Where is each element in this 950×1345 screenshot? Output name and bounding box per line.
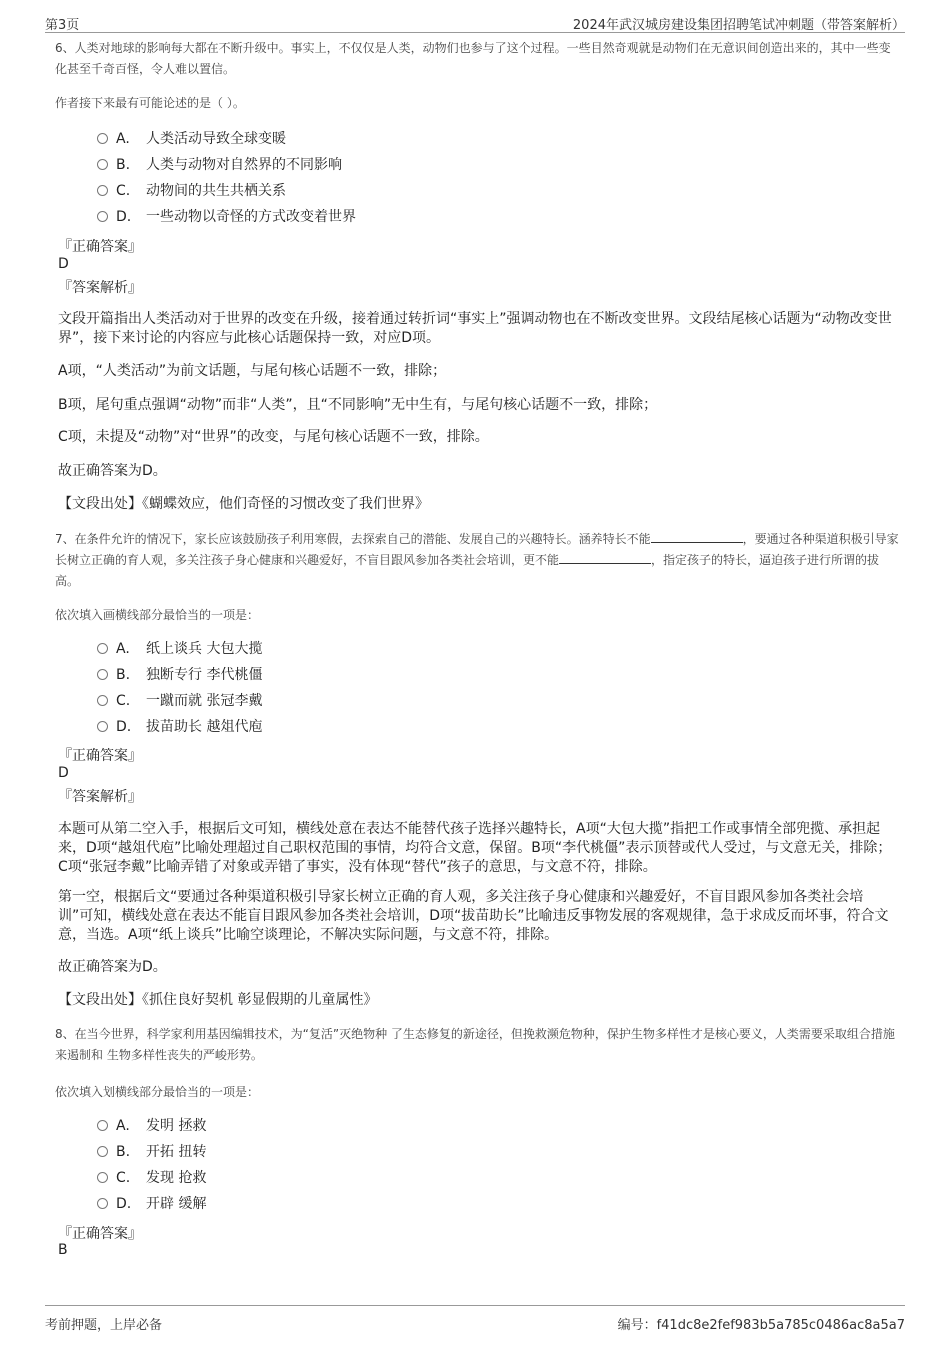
document-title: 2024年武汉城房建设集团招聘笔试冲刺题（带答案解析） (572, 18, 905, 33)
q8-answer: B (58, 1242, 68, 1258)
radio-icon[interactable] (97, 133, 108, 144)
q7-option-d[interactable]: D. 拔苗助长 越俎代庖 (97, 717, 262, 737)
q6-source: 【文段出处】《蝴蝶效应，他们奇怪的习惯改变了我们世界》 (58, 496, 429, 512)
radio-icon[interactable] (97, 643, 108, 654)
q8-option-a[interactable]: A. 发明 拯救 (97, 1116, 206, 1136)
q7-analysis-label: 『答案解析』 (58, 789, 142, 805)
footer-slogan: 考前押题，上岸必备 (45, 1318, 163, 1333)
q8-option-c[interactable]: C. 发现 抢救 (97, 1168, 206, 1188)
q6-option-d[interactable]: D. 一些动物以奇怪的方式改变着世界 (97, 207, 356, 227)
q7-analysis-1: 本题可从第二空入手，根据后文可知，横线处意在表达不能替代孩子选择兴趣特长，A项“大包大揽”指把工作或事情全部兜揽、承担起来，D项“越俎代庖”比喻处理超过自己职权范围的事情，均符合文意，保留。B项“李代桃僵”表示顶替或代人受过，与文意无关，排除；C项“张冠李戴”比喻弄错了对象或弄错了事实，没有体现“替代”孩子的意思，与文意不符，排除。 (58, 821, 892, 875)
radio-icon[interactable] (97, 1198, 108, 1209)
document-id: 编号：f41dc8e2fef983b5a785c0486ac8a5a7 (617, 1318, 905, 1333)
q6-option-b[interactable]: B. 人类与动物对自然界的不同影响 (97, 155, 342, 175)
radio-icon[interactable] (97, 211, 108, 222)
q7-stem: 7、在条件允许的情况下，家长应该鼓励孩子利用寒假，去探索自己的潜能、发展自己的兴趣特长。涵养特长不能 ，要通过各种渠道积极引导家长树立正确的育人观，多关注孩子身心健康和兴趣爱好，不盲目跟风参加各类社会培训，更不能 ，指定孩子的特长，逼迫孩子进行所谓的拔高。 (55, 532, 899, 588)
q6-analysis-1: 文段开篇指出人类活动对于世界的改变在升级，接着通过转折词“事实上”强调动物也在不断改变世界。文段结尾核心话题为“动物改变世界”，接下来讨论的内容应与此核心话题保持一致，对应D项。 (58, 311, 892, 346)
q7-prompt: 依次填入画横线部分最恰当的一项是： (55, 608, 260, 622)
q6-stem: 6、人类对地球的影响每大都在不断升级中。事实上，不仅仅是人类，动物们也参与了这个过程。一些目然奇观就是动物们在无意识间创造出来的，其中一些变化甚至千奇百怪，令人难以置信。 (55, 41, 891, 76)
radio-icon[interactable] (97, 185, 108, 196)
radio-icon[interactable] (97, 669, 108, 680)
page-footer (45, 1305, 905, 1333)
radio-icon[interactable] (97, 1146, 108, 1157)
q6-analysis-2: A项，“人类活动”为前文话题，与尾句核心话题不一致，排除； (58, 363, 447, 379)
q6-option-c[interactable]: C. 动物间的共生共栖关系 (97, 181, 286, 201)
radio-icon[interactable] (97, 1120, 108, 1131)
q8-stem: 8、在当今世界，科学家利用基因编辑技术，为“复活”灭绝物种 了生态修复的新途径，但挽救濒危物种，保护生物多样性才是核心要义，人类需要采取组合措施来遏制和 生物多样性丧失的严峻形势。 (55, 1027, 895, 1062)
q6-analysis-5: 故正确答案为D。 (58, 463, 167, 479)
q6-analysis-4: C项，未提及“动物”对“世界”的改变，与尾句核心话题不一致，排除。 (58, 429, 489, 445)
q7-blank-1 (651, 530, 743, 543)
radio-icon[interactable] (97, 721, 108, 732)
page-number: 第3页 (45, 18, 80, 33)
page-header (45, 12, 905, 33)
q7-analysis-3: 故正确答案为D。 (58, 959, 167, 975)
q7-answer: D (58, 765, 69, 781)
q7-blank-2 (559, 551, 651, 564)
q6-option-a[interactable]: A. 人类活动导致全球变暖 (97, 129, 286, 149)
q7-analysis-2: 第一空，根据后文“要通过各种渠道积极引导家长树立正确的育人观，多关注孩子身心健康和兴趣爱好，不盲目跟风参加各类社会培训”可知，横线处意在表达不能盲目跟风参加各类社会培训，D项“拔苗助长”比喻违反事物发展的客观规律，急于求成反而坏事，符合文意，当选。A项“纸上谈兵”比喻空谈理论，不解决实际问题，与文意不符，排除。 (58, 889, 889, 943)
q7-option-c[interactable]: C. 一蹴而就 张冠李戴 (97, 691, 262, 711)
q7-option-b[interactable]: B. 独断专行 李代桃僵 (97, 665, 262, 685)
q6-prompt: 作者接下来最有可能论述的是（ ）。 (55, 96, 245, 110)
radio-icon[interactable] (97, 159, 108, 170)
q8-correct-label: 『正确答案』 (58, 1226, 142, 1242)
radio-icon[interactable] (97, 1172, 108, 1183)
q8-prompt: 依次填入划横线部分最恰当的一项是： (55, 1085, 260, 1099)
q6-analysis-3: B项，尾句重点强调“动物”而非“人类”，且“不同影响”无中生有，与尾句核心话题不一致，排除； (58, 397, 658, 413)
q7-option-a[interactable]: A. 纸上谈兵 大包大揽 (97, 639, 262, 659)
q6-answer: D (58, 256, 69, 272)
q6-correct-label: 『正确答案』 (58, 239, 142, 255)
q8-option-d[interactable]: D. 开辟 缓解 (97, 1194, 206, 1214)
q7-source: 【文段出处】《抓住良好契机 彰显假期的儿童属性》 (58, 992, 378, 1008)
radio-icon[interactable] (97, 695, 108, 706)
q6-analysis-label: 『答案解析』 (58, 280, 142, 296)
q8-option-b[interactable]: B. 开拓 扭转 (97, 1142, 206, 1162)
q7-correct-label: 『正确答案』 (58, 748, 142, 764)
